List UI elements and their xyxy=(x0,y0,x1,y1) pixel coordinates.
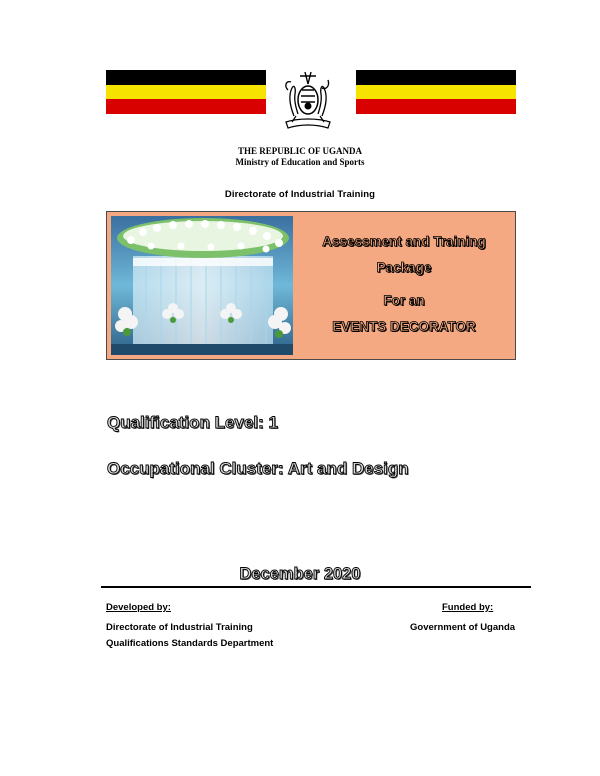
cover-title-line-1: Assessment and Training xyxy=(322,234,486,249)
uganda-flag-left xyxy=(106,70,266,128)
developer-line-2: Qualifications Standards Department xyxy=(106,638,274,649)
coat-of-arms-icon xyxy=(272,66,344,132)
occupational-cluster: Occupational Cluster: Art and Design xyxy=(107,459,409,478)
cover-title-line-3: For an xyxy=(383,293,425,308)
developed-by-label: Developed by: xyxy=(106,602,171,613)
cover-title-line-2: Package xyxy=(376,260,432,275)
funded-by-label: Funded by: xyxy=(442,602,494,613)
developer-line-1: Directorate of Industrial Training xyxy=(106,622,253,633)
ministry-title: Ministry of Education and Sports xyxy=(235,157,365,167)
uganda-flag-right xyxy=(356,70,516,128)
decorated-stage-photo-icon xyxy=(111,216,293,355)
cover-title xyxy=(293,212,515,359)
cover-title-line-4: EVENTS DECORATOR xyxy=(332,319,476,334)
divider xyxy=(101,586,531,588)
directorate-heading: Directorate of Industrial Training xyxy=(224,189,376,200)
republic-heading xyxy=(0,146,600,168)
funder-line-1: Government of Uganda xyxy=(410,622,516,633)
republic-title: THE REPUBLIC OF UGANDA xyxy=(238,146,362,156)
qualification-level: Qualification Level: 1 xyxy=(107,413,278,432)
cover-box xyxy=(106,211,516,360)
document-date: December 2020 xyxy=(239,565,361,583)
